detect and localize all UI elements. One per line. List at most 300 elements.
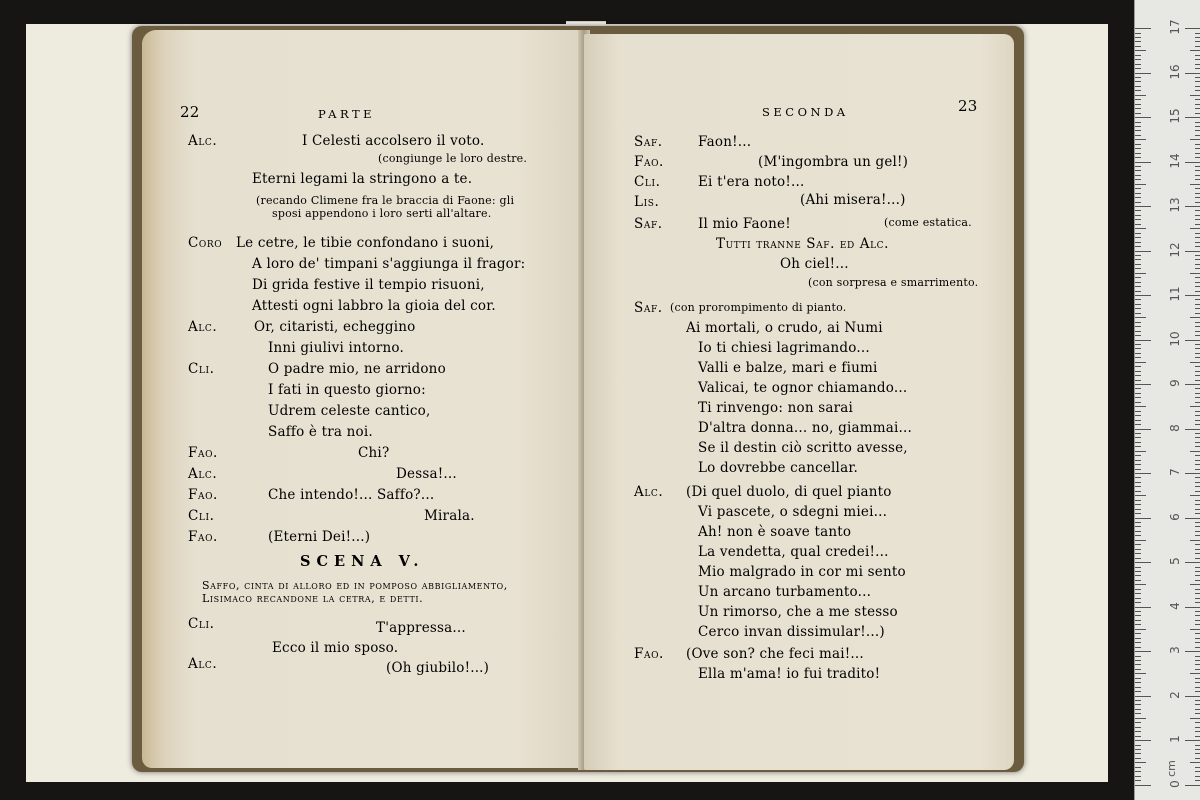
ruler-tick [1195, 736, 1200, 737]
ruler-tick [1135, 420, 1141, 421]
ruler-tick [1135, 215, 1141, 216]
ruler-tick [1195, 388, 1200, 389]
ruler-tick [1135, 660, 1141, 661]
verse-line: Oh ciel!... [780, 256, 849, 272]
ruler-tick [1185, 73, 1200, 74]
ruler-tick [1135, 629, 1146, 630]
ruler-number: 17 [1168, 19, 1182, 35]
ruler-tick [1135, 673, 1146, 674]
ruler-tick [1135, 571, 1141, 572]
ruler-tick [1195, 620, 1200, 621]
ruler-tick [1195, 202, 1200, 203]
ruler-tick [1195, 411, 1200, 412]
ruler-tick [1195, 713, 1200, 714]
ruler-tick [1135, 758, 1141, 759]
verse-line: Ei t'era noto!... [698, 174, 805, 190]
ruler-tick [1195, 656, 1200, 657]
ruler-tick [1135, 589, 1141, 590]
ruler-tick [1195, 722, 1200, 723]
ruler-tick [1195, 526, 1200, 527]
ruler-tick [1135, 580, 1141, 581]
ruler-number: 6 [1168, 512, 1182, 521]
ruler-tick [1135, 700, 1141, 701]
ruler-tick [1195, 197, 1200, 198]
ruler-tick [1195, 304, 1200, 305]
ruler-tick [1195, 46, 1200, 47]
ruler-tick [1135, 736, 1141, 737]
page-number: 23 [958, 97, 978, 115]
ruler-tick [1195, 446, 1200, 447]
ruler-tick [1135, 130, 1141, 131]
ruler-number: 3 [1168, 646, 1182, 654]
ruler-tick [1135, 745, 1141, 746]
ruler-tick [1135, 175, 1141, 176]
ruler-tick [1135, 691, 1141, 692]
ruler-tick [1195, 170, 1200, 171]
speaker: Cli. [634, 174, 661, 190]
ruler-tick [1135, 540, 1146, 541]
ruler-tick [1195, 558, 1200, 559]
stage-direction: Lisimaco recandone la cetra, e detti. [202, 592, 424, 605]
ruler-tick [1195, 727, 1200, 728]
ruler-tick [1135, 620, 1141, 621]
ruler-tick [1195, 513, 1200, 514]
ruler-tick [1135, 148, 1141, 149]
verse-line: Ecco il mio sposo. [272, 640, 399, 656]
verse-line: Ti rinvengo: non sarai [698, 400, 854, 416]
ruler-tick [1135, 135, 1141, 136]
ruler-tick [1195, 504, 1200, 505]
ruler-tick [1185, 429, 1200, 430]
ruler-tick [1135, 170, 1141, 171]
ruler-tick [1195, 122, 1200, 123]
ruler-tick [1195, 758, 1200, 759]
ruler-tick [1135, 113, 1141, 114]
speaker: Fao. [188, 487, 218, 503]
ruler-number: 2 [1168, 690, 1182, 699]
ruler-tick [1135, 397, 1141, 398]
ruler-tick [1195, 33, 1200, 34]
ruler-tick [1195, 90, 1200, 91]
ruler-tick [1195, 148, 1200, 149]
ruler-number: 14 [1168, 152, 1182, 169]
verse-line: Un arcano turbamento... [698, 584, 872, 600]
ruler-number: 1 [1168, 735, 1182, 743]
ruler-tick [1135, 237, 1141, 238]
speaker: Cli. [188, 508, 215, 524]
ruler-tick [1135, 162, 1151, 163]
ruler-tick [1135, 558, 1141, 559]
ruler-tick [1135, 282, 1141, 283]
ruler-tick [1135, 611, 1141, 612]
ruler-tick [1135, 259, 1141, 260]
speaker: Alc. [634, 484, 664, 500]
ruler-tick [1135, 424, 1141, 425]
ruler-tick [1135, 99, 1141, 100]
ruler-tick [1195, 393, 1200, 394]
ruler-tick [1135, 669, 1141, 670]
ruler-tick [1185, 162, 1200, 163]
ruler-tick [1195, 59, 1200, 60]
ruler-tick [1135, 593, 1141, 594]
ruler-tick [1135, 598, 1141, 599]
verse-line: Inni giulivi intorno. [268, 340, 404, 356]
ruler-tick [1135, 562, 1151, 563]
ruler-tick [1135, 762, 1146, 763]
ruler-tick [1195, 246, 1200, 247]
verse-line: Vi pascete, o sdegni miei... [698, 504, 888, 520]
ruler-tick [1195, 469, 1200, 470]
ruler-tick [1190, 184, 1200, 185]
ruler-tick [1185, 384, 1200, 385]
ruler-tick [1135, 526, 1141, 527]
ruler-tick [1195, 353, 1200, 354]
ruler-tick [1195, 647, 1200, 648]
ruler-tick [1135, 366, 1141, 367]
ruler-tick [1135, 495, 1146, 496]
ruler-tick [1195, 753, 1200, 754]
ruler-tick [1135, 731, 1141, 732]
ruler-tick [1195, 433, 1200, 434]
ruler-tick [1135, 567, 1141, 568]
ruler-tick [1135, 50, 1146, 51]
ruler-tick [1135, 340, 1151, 341]
ruler-tick [1135, 264, 1141, 265]
ruler-tick [1195, 113, 1200, 114]
speaker: Alc. [188, 319, 218, 335]
ruler-tick [1195, 335, 1200, 336]
stage-direction: (con prorompimento di pianto. [670, 301, 847, 314]
ruler-number: 12 [1168, 241, 1182, 258]
ruler-number: 11 [1168, 286, 1182, 302]
ruler-tick [1195, 135, 1200, 136]
speaker: Saf. [634, 300, 663, 316]
ruler-tick [1185, 562, 1200, 563]
ruler-tick [1135, 219, 1141, 220]
scene-heading: SCENA V. [300, 553, 425, 570]
ruler-tick [1135, 193, 1141, 194]
chorus-heading: Tutti tranne Saf. ed Alc. [716, 236, 890, 252]
ruler-tick [1135, 362, 1146, 363]
ruler-tick [1135, 615, 1141, 616]
ruler-tick [1135, 90, 1141, 91]
ruler-tick [1185, 473, 1200, 474]
ruler-tick [1135, 188, 1141, 189]
ruler-tick [1195, 464, 1200, 465]
ruler-tick [1135, 291, 1141, 292]
ruler-tick [1195, 175, 1200, 176]
ruler-tick [1135, 469, 1141, 470]
ruler-tick [1135, 64, 1141, 65]
stage-direction: (congiunge le loro destre. [378, 152, 528, 165]
ruler-tick [1135, 767, 1141, 768]
verse-line: Che intendo!... Saffo?... [268, 487, 435, 503]
ruler-tick [1135, 624, 1141, 625]
ruler-tick [1185, 740, 1200, 741]
ruler-tick [1135, 184, 1146, 185]
ruler-tick [1195, 522, 1200, 523]
verse-line: A loro de' timpani s'aggiunga il fragor: [252, 256, 526, 272]
ruler-tick [1195, 268, 1200, 269]
ruler-tick [1135, 59, 1141, 60]
ruler-tick [1135, 117, 1151, 118]
ruler-tick [1195, 375, 1200, 376]
ruler-tick [1135, 464, 1141, 465]
ruler-tick [1190, 540, 1200, 541]
ruler-tick [1195, 509, 1200, 510]
ruler-tick [1135, 709, 1141, 710]
ruler-tick [1135, 95, 1146, 96]
ruler-tick [1195, 99, 1200, 100]
ruler-tick [1185, 28, 1200, 29]
ruler-tick [1135, 544, 1141, 545]
ruler-tick [1195, 264, 1200, 265]
ruler-tick [1135, 486, 1141, 487]
verse-line: Lo dovrebbe cancellar. [698, 460, 858, 476]
ruler-tick [1135, 335, 1141, 336]
speaker: Alc. [188, 466, 218, 482]
ruler-tick [1135, 531, 1141, 532]
ruler-tick [1135, 313, 1141, 314]
ruler-tick [1195, 611, 1200, 612]
ruler-tick [1135, 308, 1141, 309]
ruler-tick [1135, 375, 1141, 376]
ruler-tick [1135, 179, 1141, 180]
ruler-tick [1135, 664, 1141, 665]
ruler-tick [1135, 429, 1151, 430]
stage-direction: (con sorpresa e smarrimento. [808, 276, 979, 289]
ruler-tick [1195, 210, 1200, 211]
ruler-number: 16 [1168, 63, 1182, 80]
ruler-tick [1190, 673, 1200, 674]
ruler-tick [1135, 384, 1151, 385]
ruler-tick [1190, 629, 1200, 630]
verse-line: Udrem celeste cantico, [268, 403, 431, 419]
ruler-tick [1195, 371, 1200, 372]
ruler-tick [1195, 215, 1200, 216]
ruler-tick [1135, 41, 1141, 42]
ruler-number: 7 [1168, 468, 1182, 476]
speaker: Alc. [188, 656, 218, 672]
verse-line: La vendetta, qual credei!... [698, 544, 889, 560]
ruler-tick [1190, 228, 1200, 229]
speaker: Coro [188, 235, 223, 251]
ruler-tick [1135, 371, 1141, 372]
ruler-tick [1195, 531, 1200, 532]
ruler-tick [1195, 380, 1200, 381]
ruler-tick [1195, 313, 1200, 314]
verse-line: (Ove son? che feci mai!... [686, 646, 864, 662]
ruler-tick [1195, 535, 1200, 536]
ruler-tick [1195, 348, 1200, 349]
ruler-tick [1135, 393, 1141, 394]
ruler-tick [1135, 656, 1141, 657]
ruler-tick [1135, 380, 1141, 381]
verse-line: I fati in questo giorno: [268, 382, 426, 398]
ruler-tick [1185, 340, 1200, 341]
ruler-tick [1195, 291, 1200, 292]
ruler-tick [1135, 575, 1141, 576]
ruler-tick [1135, 687, 1141, 688]
ruler-tick [1195, 193, 1200, 194]
ruler-tick [1135, 647, 1141, 648]
verse-line: Le cetre, le tibie confondano i suoni, [236, 235, 495, 251]
ruler-tick [1135, 77, 1141, 78]
ruler-tick [1185, 518, 1200, 519]
verse-line: (Di quel duolo, di quel pianto [686, 484, 892, 500]
ruler-tick [1135, 73, 1151, 74]
ruler-tick [1195, 731, 1200, 732]
ruler-tick [1195, 424, 1200, 425]
ruler-tick [1135, 37, 1141, 38]
ruler-tick [1190, 762, 1200, 763]
ruler-tick [1135, 353, 1141, 354]
ruler-number: 0 [1168, 779, 1182, 788]
ruler-tick [1195, 179, 1200, 180]
ruler-tick [1195, 660, 1200, 661]
ruler-tick [1135, 348, 1141, 349]
speaker: Saf. [634, 134, 663, 150]
ruler-tick [1195, 642, 1200, 643]
ruler-tick [1195, 455, 1200, 456]
ruler-tick [1135, 388, 1141, 389]
verse-line: Di grida festive il tempio risuoni, [252, 277, 485, 293]
ruler-tick [1195, 153, 1200, 154]
ruler-tick [1135, 299, 1141, 300]
ruler-tick [1190, 50, 1200, 51]
ruler-tick [1195, 486, 1200, 487]
ruler-number: 15 [1168, 108, 1182, 124]
ruler-tick [1135, 713, 1141, 714]
ruler-tick [1135, 785, 1151, 786]
ruler-tick [1195, 233, 1200, 234]
ruler-tick [1195, 580, 1200, 581]
ruler-tick [1195, 437, 1200, 438]
ruler-tick [1135, 210, 1141, 211]
ruler-tick [1135, 139, 1146, 140]
ruler-tick [1135, 331, 1141, 332]
verse-line: Dessa!... [396, 466, 457, 482]
ruler-tick [1135, 122, 1141, 123]
verse-line: Ella m'ama! io fui tradito! [698, 666, 881, 682]
ruler-tick [1135, 513, 1141, 514]
ruler-tick [1195, 255, 1200, 256]
ruler-tick [1190, 584, 1200, 585]
ruler-tick [1135, 268, 1141, 269]
ruler-tick [1135, 322, 1141, 323]
ruler-tick [1195, 68, 1200, 69]
ruler-tick [1195, 188, 1200, 189]
ruler-tick [1195, 86, 1200, 87]
speaker: Alc. [188, 133, 218, 149]
verse-line: Mirala. [424, 508, 475, 524]
ruler-tick [1135, 344, 1141, 345]
running-header: SECONDA [762, 105, 849, 119]
ruler-tick [1195, 767, 1200, 768]
ruler-tick [1195, 219, 1200, 220]
ruler-tick [1135, 704, 1141, 705]
ruler-tick [1185, 607, 1200, 608]
ruler-tick [1195, 491, 1200, 492]
ruler-tick [1195, 602, 1200, 603]
ruler-tick [1195, 286, 1200, 287]
ruler-tick [1195, 402, 1200, 403]
stage-direction: Saffo, cinta di alloro ed in pomposo abbigliamento, [202, 579, 508, 592]
ruler-tick [1135, 753, 1141, 754]
ruler-tick [1195, 81, 1200, 82]
ruler-number: 13 [1168, 197, 1182, 213]
ruler-tick [1135, 504, 1141, 505]
ruler-tick [1135, 433, 1141, 434]
ruler-tick [1195, 615, 1200, 616]
ruler-tick [1195, 415, 1200, 416]
ruler-tick [1135, 224, 1141, 225]
ruler-tick [1195, 771, 1200, 772]
ruler-tick [1135, 273, 1146, 274]
ruler-tick [1135, 242, 1141, 243]
ruler-tick [1195, 41, 1200, 42]
ruler-tick [1195, 126, 1200, 127]
ruler-tick [1195, 638, 1200, 639]
ruler-tick [1135, 357, 1141, 358]
verse-line: Ah! non è soave tanto [698, 524, 852, 540]
ruler-tick [1195, 37, 1200, 38]
ruler-tick [1195, 745, 1200, 746]
speaker: Fao. [634, 154, 664, 170]
ruler-tick [1135, 406, 1146, 407]
verse-line: Eterni legami la stringono a te. [252, 171, 473, 187]
ruler-tick [1135, 277, 1141, 278]
ruler-tick [1185, 651, 1200, 652]
stage-direction: (come estatica. [884, 216, 972, 229]
ruler-number: 8 [1168, 423, 1182, 432]
ruler-tick [1195, 477, 1200, 478]
ruler-tick [1135, 602, 1141, 603]
ruler-tick [1135, 482, 1141, 483]
ruler-tick [1135, 584, 1146, 585]
ruler-tick [1195, 460, 1200, 461]
ruler-tick [1135, 255, 1141, 256]
ruler-tick [1135, 197, 1141, 198]
ruler-tick [1135, 678, 1141, 679]
ruler-tick [1195, 77, 1200, 78]
ruler-tick [1195, 682, 1200, 683]
speaker: Lis. [634, 194, 660, 210]
ruler-tick [1195, 108, 1200, 109]
verse-line: (Ahi misera!...) [800, 192, 906, 208]
ruler-tick [1135, 157, 1141, 158]
verse-line: D'altra donna... no, giammai... [698, 420, 912, 436]
ruler-tick [1185, 295, 1200, 296]
ruler-tick [1195, 397, 1200, 398]
ruler-tick [1135, 295, 1151, 296]
ruler-tick [1195, 669, 1200, 670]
ruler-tick [1135, 55, 1141, 56]
ruler-number: 4 [1168, 601, 1182, 610]
ruler-tick [1135, 437, 1141, 438]
ruler-tick [1135, 415, 1141, 416]
verse-line: Valicai, te ognor chiamando... [698, 380, 908, 396]
ruler-tick [1195, 687, 1200, 688]
ruler-tick [1135, 455, 1141, 456]
page-number: 22 [180, 103, 200, 121]
ruler-tick [1195, 130, 1200, 131]
verse-line: Faon!... [698, 134, 752, 150]
ruler-tick [1195, 308, 1200, 309]
ruler-tick [1135, 491, 1141, 492]
ruler-tick [1195, 700, 1200, 701]
verse-line: T'appressa... [376, 620, 466, 636]
